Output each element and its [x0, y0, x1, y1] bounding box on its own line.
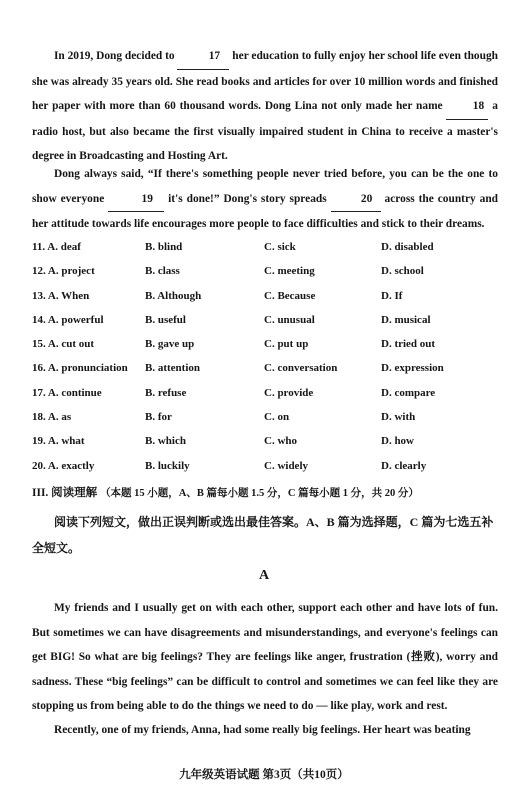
option-c: C. who	[264, 435, 298, 448]
option-b: B. refuse	[145, 386, 187, 399]
option-b: B. which	[145, 435, 186, 448]
option-c: C. Because	[264, 289, 316, 302]
option-b: B. attention	[145, 362, 200, 375]
option-b: B. class	[145, 265, 180, 278]
section-note: （本题 15 小题，A、B 篇每小题 1.5 分，C 篇每小题 1 分，共 20 分）	[100, 488, 419, 499]
option-d: D. If	[381, 289, 403, 302]
question-row	[32, 356, 502, 380]
cloze-paragraph-2	[32, 162, 498, 237]
option-d: D. tried out	[381, 338, 436, 351]
option-d: D. with	[381, 411, 416, 424]
option-c: C. provide	[264, 386, 314, 399]
question-row	[32, 259, 502, 283]
cloze-paragraph-1	[32, 44, 498, 169]
options-list	[32, 235, 502, 478]
cloze-text: a radio host, but also became the first visually impaired student in China to receive a master's degree in Broadcasting and Hosting Art.	[32, 100, 498, 162]
option-c: C. meeting	[264, 265, 315, 278]
option-b: B. for	[145, 411, 172, 424]
question-row	[32, 381, 502, 405]
option-b: B. Although	[145, 289, 202, 302]
option-d: D. musical	[381, 313, 431, 326]
question-row	[32, 284, 502, 308]
page-footer: 九年级英语试题 第3页（共10页）	[179, 769, 349, 781]
option-c: C. widely	[264, 459, 308, 472]
question-row	[32, 429, 502, 453]
cloze-text: across the country and her attitude towards life encourages more people to face difficulties and stick to their dreams.	[32, 192, 498, 230]
passage-a-paragraph-1: My friends and I usually get on with each other, support each other and have lots of fun. But sometimes we can have disagreements and misunderstandings, and everyone's feelings can get BIG! So what are big feelings? They are feelings like anger, frustration (挫败), worry and sadness. These “big feelings” can be difficult to control and sometimes we can feel like they are stopping us from being able to do the things we need to do — like play, work and rest.	[32, 602, 498, 712]
option-d: D. how	[381, 435, 415, 448]
option-c: C. sick	[264, 241, 296, 253]
cloze-text: her education to fully enjoy her school life even though she was already 35 years old. She read books and articles for over 10 million words and finished her paper with more than 60 thousand words. Dong Lina not only made her name	[32, 50, 498, 112]
option-d: D. school	[381, 265, 424, 278]
section-title: III. 阅读理解	[32, 487, 98, 499]
option-d: D. disabled	[381, 241, 434, 253]
option-a: 15. A. cut out	[32, 338, 95, 351]
option-a: 17. A. continue	[32, 386, 102, 399]
option-c: C. on	[264, 411, 290, 424]
option-a: 14. A. powerful	[32, 313, 104, 326]
question-row	[32, 308, 502, 332]
question-row	[32, 454, 502, 478]
option-d: D. compare	[381, 386, 436, 399]
question-row	[32, 405, 502, 429]
option-b: B. useful	[145, 313, 186, 326]
option-a: 18. A. as	[32, 411, 72, 424]
option-b: B. blind	[145, 241, 183, 253]
option-d: D. clearly	[381, 459, 427, 472]
question-row	[32, 235, 502, 259]
blank-19: 19	[108, 187, 164, 213]
blank-20: 20	[331, 187, 381, 213]
blank-17: 17	[177, 44, 229, 70]
cloze-text: In 2019, Dong decided to	[54, 50, 175, 62]
passage-a-paragraph-2: Recently, one of my friends, Anna, had some really big feelings. Her heart was beating	[54, 724, 471, 736]
option-b: B. gave up	[145, 338, 195, 351]
question-row	[32, 332, 502, 356]
option-b: B. luckily	[145, 459, 190, 472]
option-c: C. conversation	[264, 362, 338, 375]
cloze-text: it's done!” Dong's story spreads	[168, 192, 327, 205]
option-a: 16. A. pronunciation	[32, 362, 128, 375]
option-a: 20. A. exactly	[32, 459, 95, 472]
option-a: 13. A. When	[32, 289, 90, 302]
passage-title: A	[258, 568, 270, 583]
option-d: D. expression	[381, 362, 444, 375]
option-c: C. put up	[264, 338, 309, 351]
option-c: C. unusual	[264, 313, 315, 326]
section-heading	[32, 484, 419, 500]
section-instruction: 阅读下列短文，做出正误判断或选出最佳答案。A、B 篇为选择题，C 篇为七选五补全短文。	[32, 515, 494, 555]
blank-18: 18	[446, 94, 488, 120]
option-a: 12. A. project	[32, 265, 95, 278]
option-a: 19. A. what	[32, 435, 85, 448]
option-a: 11. A. deaf	[32, 241, 81, 253]
cloze-text: Dong always said, “If there's something people never tried before, you can be the one to show everyone	[32, 168, 498, 205]
